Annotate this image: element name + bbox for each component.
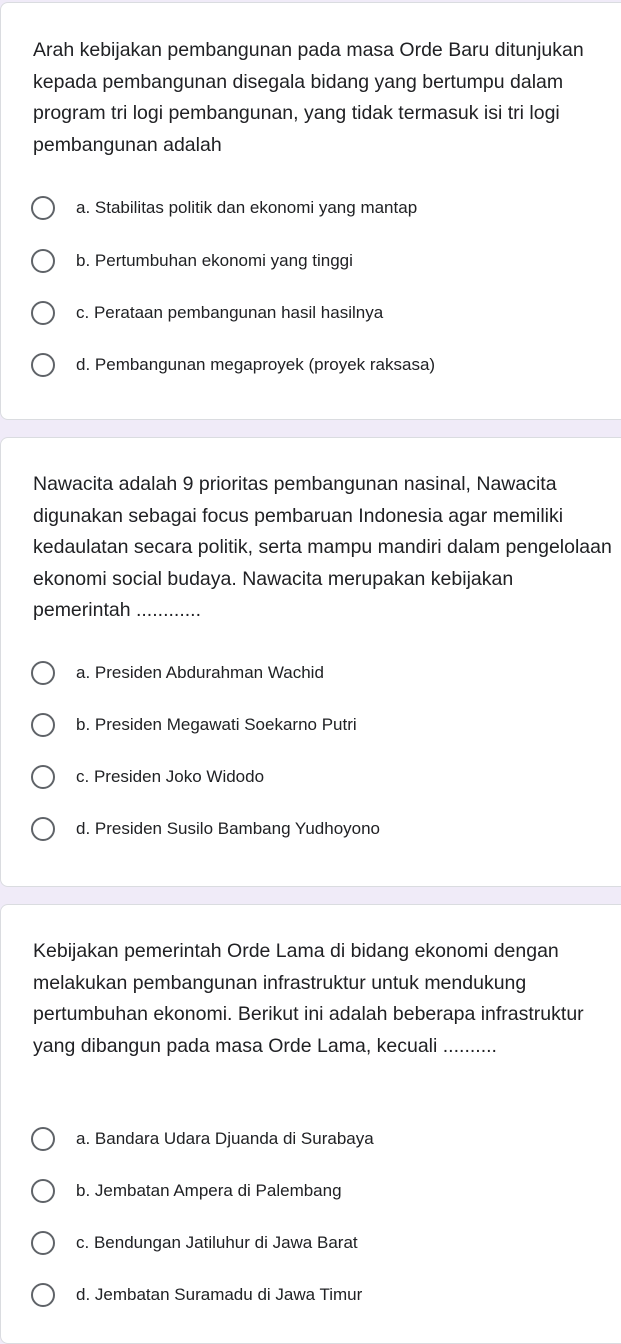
answer-option-a[interactable] — [31, 1124, 374, 1154]
radio-button[interactable] — [31, 817, 55, 841]
answer-option-b[interactable] — [31, 1176, 342, 1206]
radio-button[interactable] — [31, 301, 55, 325]
question-text: Arah kebijakan pembangunan pada masa Orde Baru ditunjukan kepada pembangunan disegala bidang yang bertumpu dalam program tri logi pembangunan, yang tidak termasuk isi tri logi pembangunan adalah — [33, 39, 584, 156]
radio-button[interactable] — [31, 1231, 55, 1255]
question-text: Kebijakan pemerintah Orde Lama di bidang ekonomi dengan melakukan pembangunan infrastruktur untuk mendukung pertumbuhan ekonomi. Berikut ini adalah beberapa infrastruktur yang dibangun pada masa Orde Lama, kecuali .......... — [33, 940, 584, 1057]
option-label: a. Stabilitas politik dan ekonomi yang mantap — [76, 198, 418, 217]
answer-option-a[interactable] — [31, 193, 417, 223]
option-label: d. Presiden Susilo Bambang Yudhoyono — [76, 819, 381, 838]
option-label: a. Presiden Abdurahman Wachid — [76, 663, 324, 682]
answer-option-c[interactable] — [31, 1228, 358, 1258]
option-label: a. Bandara Udara Djuanda di Surabaya — [76, 1129, 374, 1148]
option-label: c. Presiden Joko Widodo — [76, 767, 265, 786]
answer-option-c[interactable] — [31, 298, 383, 328]
radio-button[interactable] — [31, 249, 55, 273]
option-label: c. Bendungan Jatiluhur di Jawa Barat — [76, 1233, 358, 1252]
radio-button[interactable] — [31, 765, 55, 789]
option-label: c. Perataan pembangunan hasil hasilnya — [76, 303, 384, 322]
option-label: b. Pertumbuhan ekonomi yang tinggi — [76, 251, 353, 270]
radio-button[interactable] — [31, 1179, 55, 1203]
question-card — [0, 437, 621, 887]
question-text: Nawacita adalah 9 prioritas pembangunan nasinal, Nawacita digunakan sebagai focus pembaruan Indonesia agar memiliki kedaulatan secara politik, serta mampu mandiri dalam pengelolaan ekonomi social budaya. Nawacita merupakan kebijakan pemerintah ............ — [33, 473, 612, 621]
radio-button[interactable] — [31, 353, 55, 377]
answer-option-b[interactable] — [31, 246, 353, 276]
answer-option-d[interactable] — [31, 814, 380, 844]
answer-option-c[interactable] — [31, 762, 264, 792]
radio-button[interactable] — [31, 196, 55, 220]
option-label: d. Jembatan Suramadu di Jawa Timur — [76, 1285, 363, 1304]
radio-button[interactable] — [31, 713, 55, 737]
answer-option-a[interactable] — [31, 658, 324, 688]
radio-button[interactable] — [31, 1283, 55, 1307]
option-label: b. Presiden Megawati Soekarno Putri — [76, 715, 357, 734]
question-card — [0, 904, 621, 1344]
radio-button[interactable] — [31, 1127, 55, 1151]
question-card — [0, 2, 621, 420]
radio-button[interactable] — [31, 661, 55, 685]
answer-option-d[interactable] — [31, 350, 435, 380]
option-label: d. Pembangunan megaproyek (proyek raksasa) — [76, 355, 436, 374]
answer-option-b[interactable] — [31, 710, 357, 740]
option-label: b. Jembatan Ampera di Palembang — [76, 1181, 342, 1200]
answer-option-d[interactable] — [31, 1280, 362, 1310]
